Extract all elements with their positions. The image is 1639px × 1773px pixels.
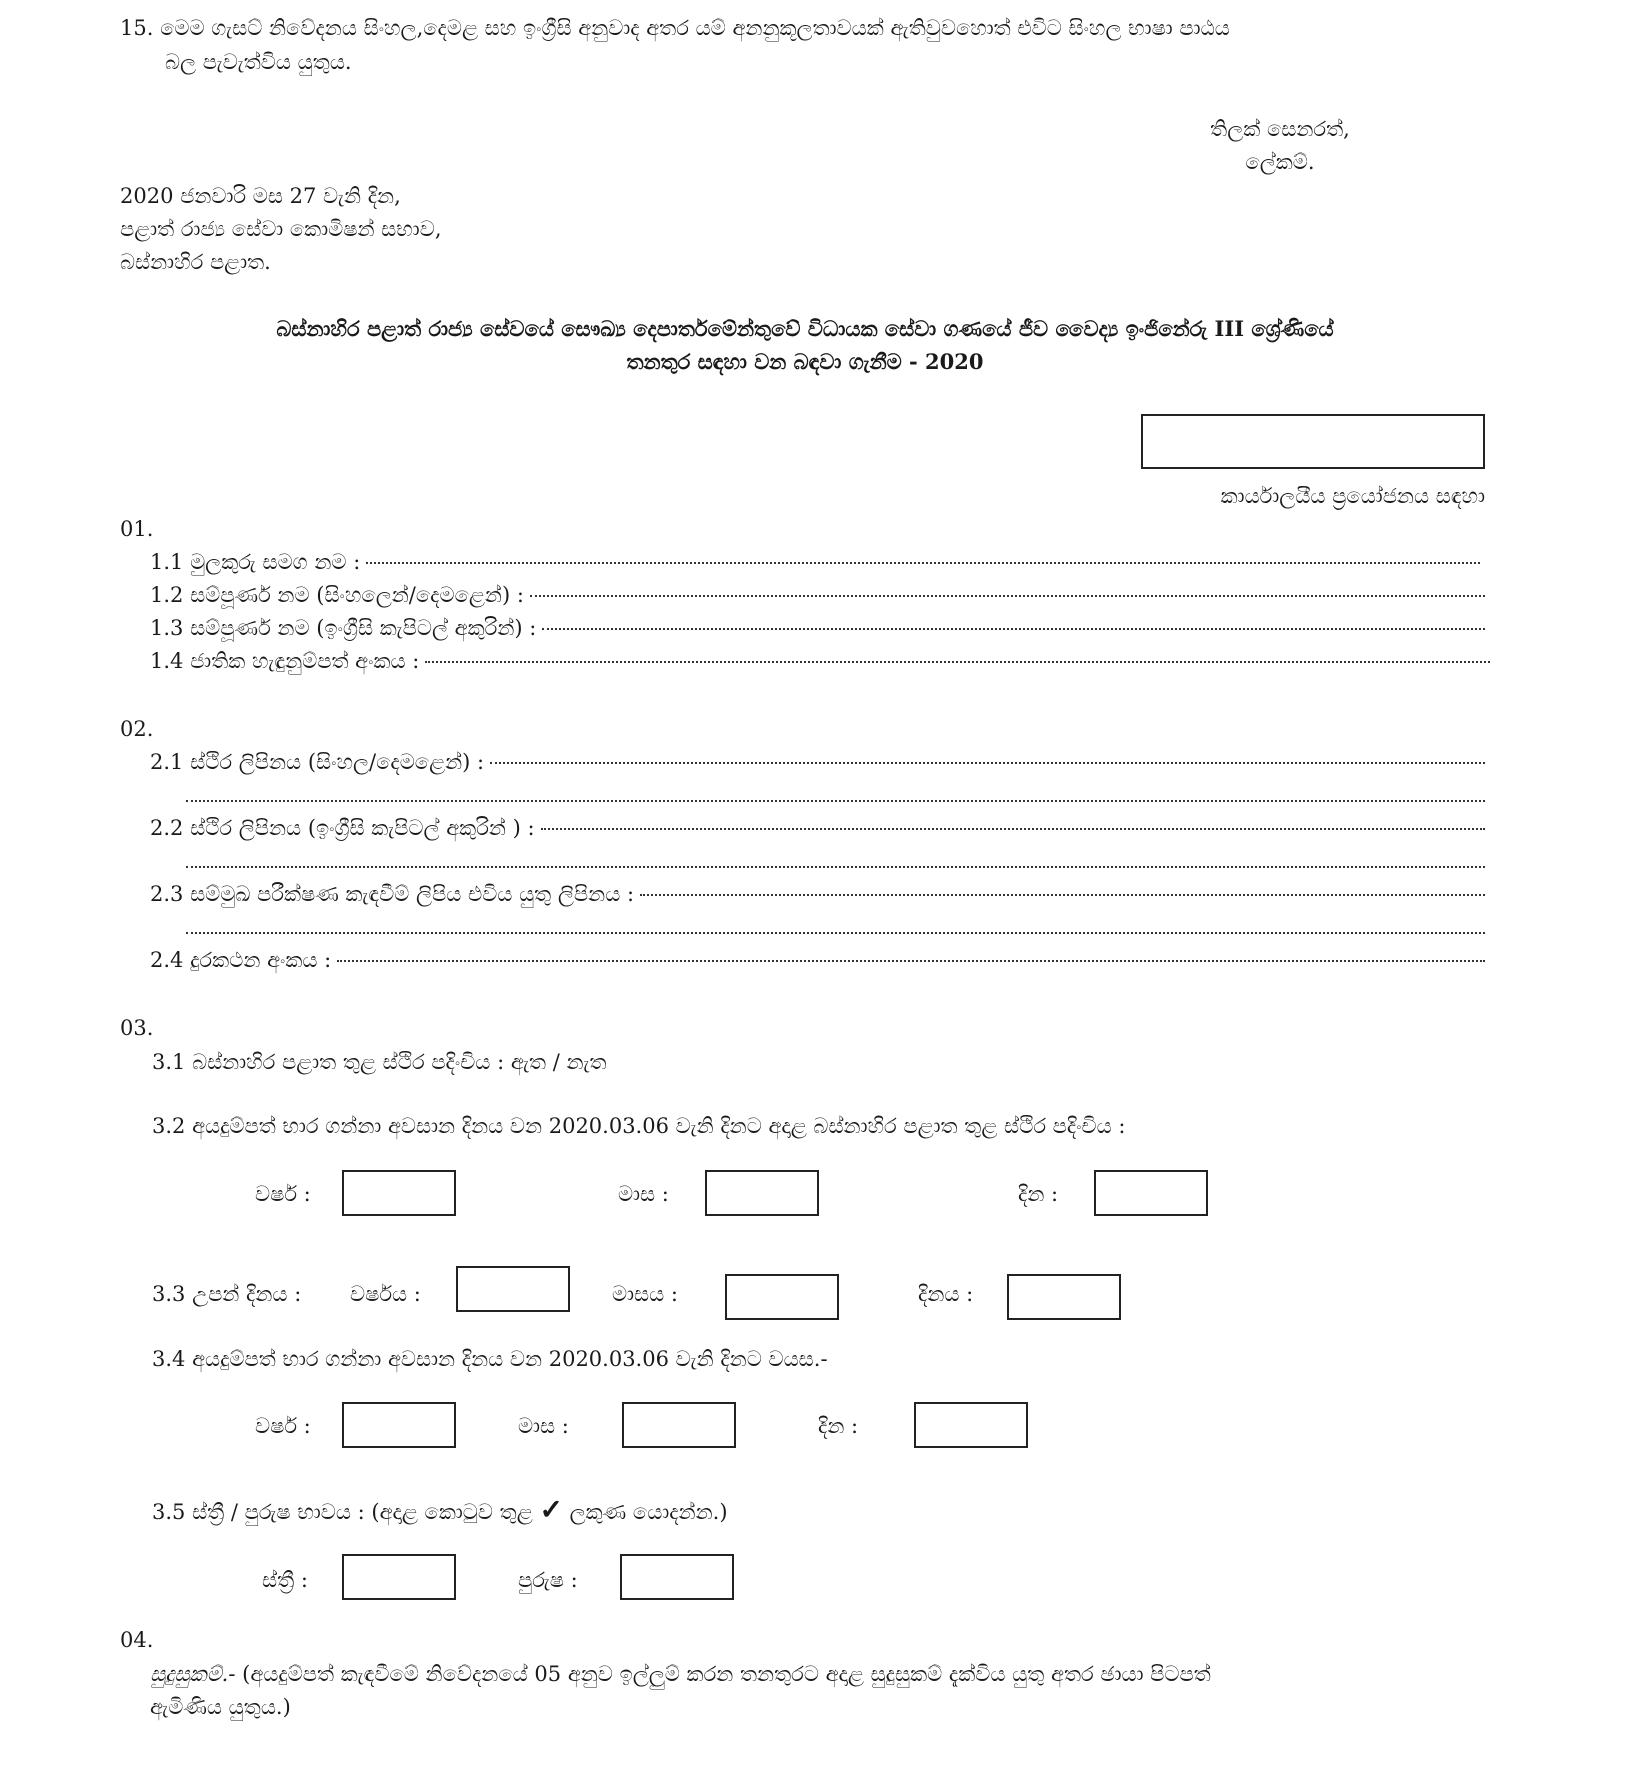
field-label: 2.1 ස්ථිර ලිපිනය (සිංහල/දෙමළෙන්) : (150, 750, 485, 774)
section-04-number: 04. (120, 1628, 154, 1652)
field-telephone-number[interactable] (150, 946, 1485, 975)
question-3-5-tail: ලකුණ යොදන්න.) (569, 1500, 728, 1524)
q34-months-box[interactable] (622, 1402, 736, 1448)
field-permanent-address-sinhala[interactable] (150, 748, 1485, 777)
field-label: 1.2 සම්පූර්ණ නම (සිංහලෙන්/දෙමළෙන්) : (150, 583, 524, 607)
question-3-2: 3.2 අයදුම්පත් භාර ගන්නා අවසාන දිනය වන 2020.03.06 වැනි දිනට අදාළ බස්නාහිර පළාත තුළ ස්ථිර පදිංචිය : (152, 1114, 1126, 1138)
q34-days-label: දින : (818, 1414, 859, 1438)
q33-year-box[interactable] (456, 1266, 570, 1312)
q32-months-label: මාස : (618, 1182, 669, 1206)
qualifications-label: සුදුසුකම්.- (150, 1662, 236, 1686)
field-label: 2.4 දුරකථන අංකය : (150, 948, 332, 972)
field-label: 1.1 මුලකුරු සමග නම : (150, 550, 361, 574)
question-3-5-text: 3.5 ස්ත්‍රී / පුරුෂ භාවය : (අදාළ කොටුව තුළ (152, 1500, 533, 1524)
q33-year-label: වර්ෂය : (350, 1282, 421, 1306)
clause-15-line1: 15. මෙම ගැසට් නිවේදනය සිංහල,දෙමළ සහ ඉංග්‍රීසි අනුවාද අතර යම් අනනුකූලතාවයක් ඇතිවුවහොත් එවිට සිංහල භාෂා පාඨය (120, 16, 1230, 40)
question-3-3: 3.3 උපන් දිනය : (152, 1282, 302, 1306)
qualifications-line2: ඇමිණිය යුතුය.) (150, 1695, 291, 1719)
issuer-province: බස්නාහිර පළාත. (120, 250, 271, 274)
section-03-number: 03. (120, 1016, 154, 1040)
section-01-number: 01. (120, 517, 154, 541)
question-3-1: 3.1 බස්නාහිර පළාත තුළ ස්ථිර පදිංචිය : ඇත / නැත (152, 1050, 607, 1074)
office-use-label: කාර්යාලයීය ප්‍රයෝජනය සඳහා (1220, 484, 1485, 508)
office-use-box[interactable] (1141, 414, 1485, 469)
q32-months-box[interactable] (705, 1170, 819, 1216)
field-label: 2.2 ස්ථිර ලිපිනය (ඉංග්‍රීසි කැපිටල් අකුරින් ) : (150, 816, 535, 840)
field-permanent-address-english[interactable] (150, 814, 1485, 843)
form-title-line1: බස්නාහිර පළාත් රාජ්‍ය සේවයේ සෞඛ්‍ය දෙපාර්තමේන්තුවේ විධායක සේවා ගණයේ ජීව වෛද්‍ය ඉංජිනේරු III ශ්‍රේණියේ (276, 316, 1334, 341)
clause-15-line2: බල පැවැත්විය යුතුය. (165, 50, 352, 74)
field-label: 1.3 සම්පූර්ණ නම (ඉංග්‍රීසි කැපිටල් අකුරින්) : (150, 616, 537, 640)
address-continuation-line[interactable] (186, 932, 1485, 934)
q33-day-label: දිනය : (918, 1282, 974, 1306)
q34-days-box[interactable] (914, 1402, 1028, 1448)
q32-years-label: වර්ෂ : (255, 1182, 311, 1206)
field-full-name-sinhala-tamil[interactable] (150, 581, 1485, 610)
q33-month-box[interactable] (725, 1274, 839, 1320)
address-continuation-line[interactable] (186, 800, 1485, 802)
address-continuation-line[interactable] (186, 866, 1485, 868)
q32-years-box[interactable] (342, 1170, 456, 1216)
q33-day-box[interactable] (1007, 1274, 1121, 1320)
q33-month-label: මාසය : (612, 1282, 678, 1306)
field-full-name-english[interactable] (150, 614, 1485, 643)
signatory-name: තිලක් සෙනරත්, (1210, 117, 1350, 141)
q34-months-label: මාස : (518, 1414, 569, 1438)
question-3-5 (152, 1490, 728, 1529)
check-mark-icon: ✓ (539, 1493, 563, 1526)
q34-years-box[interactable] (342, 1402, 456, 1448)
question-3-4: 3.4 අයදුම්පත් භාර ගන්නා අවසාන දිනය වන 2020.03.06 වැනි දිනට වයස.- (152, 1347, 828, 1371)
q34-years-label: වර්ෂ : (255, 1414, 311, 1438)
q32-days-label: දින : (1018, 1182, 1059, 1206)
q35-female-label: ස්ත්‍රී : (262, 1568, 308, 1592)
signatory-title: ලේකම්. (1245, 150, 1315, 174)
q35-male-box[interactable] (620, 1554, 734, 1600)
q35-female-box[interactable] (342, 1554, 456, 1600)
field-label: 2.3 සම්මුඛ පරීක්ෂණ කැඳවීම් ලිපිය එවිය යුතු ලිපිනය : (150, 882, 635, 906)
field-nic-number[interactable] (150, 647, 1490, 676)
qualifications-text: (අයදුම්පත් කැඳවීමේ නිවේදනයේ 05 අනුව ඉල්ලුම් කරන තනතුරට අදාළ සුදුසුකම් දැක්විය යුතු අතර ඡායා පිටපත් (235, 1662, 1211, 1686)
qualifications-line1 (150, 1660, 1211, 1689)
section-02-number: 02. (120, 717, 154, 741)
q32-days-box[interactable] (1094, 1170, 1208, 1216)
field-label: 1.4 ජාතික හැඳුනුම්පත් අංකය : (150, 649, 420, 673)
field-name-with-initials[interactable] (150, 548, 1480, 577)
q35-male-label: පුරුෂ : (518, 1568, 578, 1592)
issue-date: 2020 ජනවාරි මස 27 වැනි දින, (120, 184, 401, 208)
issuer-office: පළාත් රාජ්‍ය සේවා කොමිෂන් සභාව, (120, 217, 442, 241)
form-title-line2: තනතුර සඳහා වන බඳවා ගැනීම - 2020 (626, 349, 984, 374)
field-interview-letter-address[interactable] (150, 880, 1485, 909)
